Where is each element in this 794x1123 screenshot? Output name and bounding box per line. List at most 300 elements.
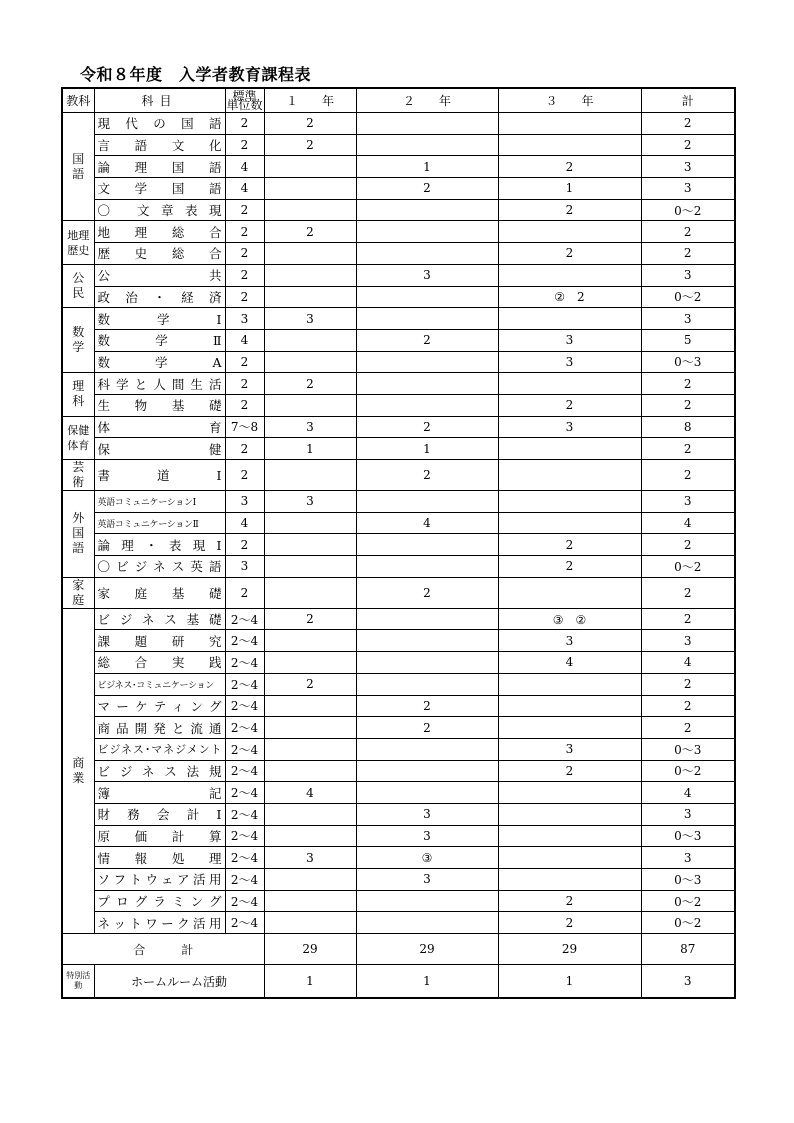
- units-cell: 3: [225, 491, 264, 513]
- total-label: 合 計: [62, 934, 264, 965]
- year3-cell: ② 2: [498, 286, 641, 308]
- total-cell: 0〜2: [641, 760, 735, 782]
- header-year3: ３ 年: [498, 88, 641, 113]
- subject-cell: 簿記: [94, 782, 225, 804]
- subject-cell: 原価計算: [94, 825, 225, 847]
- total-year1: 29: [264, 934, 356, 965]
- table-row: [62, 243, 735, 265]
- year3-cell: 4: [498, 652, 641, 674]
- table-row: [62, 890, 735, 912]
- year3-cell: 3: [498, 351, 641, 373]
- year3-cell: 3: [498, 738, 641, 760]
- year1-cell: [264, 199, 356, 221]
- year3-cell: [498, 782, 641, 804]
- year3-cell: [498, 134, 641, 156]
- units-cell: 4: [225, 329, 264, 351]
- category-label: 保健体育: [67, 423, 90, 452]
- year2-cell: 2: [356, 460, 498, 491]
- year1-cell: [264, 178, 356, 200]
- units-cell: 2: [225, 113, 264, 135]
- units-cell: 3: [225, 308, 264, 330]
- subject-cell: 数学A: [94, 351, 225, 373]
- year3-cell: [498, 803, 641, 825]
- subject-cell: 科学と人間生活: [94, 373, 225, 395]
- year2-cell: [356, 394, 498, 416]
- subject-cell: 課題研究: [94, 630, 225, 652]
- year2-cell: [356, 113, 498, 135]
- total-cell: 8: [641, 416, 735, 438]
- category-label: 商業: [72, 755, 85, 785]
- year2-cell: 2: [356, 695, 498, 717]
- year2-cell: [356, 221, 498, 243]
- table-row: [62, 156, 735, 178]
- table-row: [62, 394, 735, 416]
- table-row: [62, 113, 735, 135]
- year3-cell: [498, 264, 641, 286]
- subject-cell: 歴史総合: [94, 243, 225, 265]
- total-cell: 2: [641, 394, 735, 416]
- units-cell: 2: [225, 221, 264, 243]
- units-cell: 2〜4: [225, 630, 264, 652]
- subject-cell: 数学Ⅱ: [94, 329, 225, 351]
- units-cell: 2: [225, 264, 264, 286]
- table-row: [62, 869, 735, 891]
- year2-cell: ③: [356, 847, 498, 869]
- header-total: 計: [641, 88, 735, 113]
- subject-cell: ビジネス･マネジメント: [94, 738, 225, 760]
- header-year1: １ 年: [264, 88, 356, 113]
- year3-cell: [498, 113, 641, 135]
- total-cell: 2: [641, 673, 735, 695]
- year3-cell: [498, 847, 641, 869]
- year3-cell: [498, 460, 641, 491]
- subject-cell: 〇 文章表現: [94, 199, 225, 221]
- year1-cell: [264, 803, 356, 825]
- table-row: [62, 199, 735, 221]
- year1-cell: 4: [264, 782, 356, 804]
- subject-cell: プログラミング: [94, 890, 225, 912]
- units-cell: 2: [225, 373, 264, 395]
- year1-cell: [264, 738, 356, 760]
- year2-cell: [356, 608, 498, 630]
- table-row: [62, 491, 735, 513]
- category-cell: [62, 416, 94, 459]
- year3-cell: [498, 308, 641, 330]
- units-cell: 2〜4: [225, 652, 264, 674]
- total-cell: 2: [641, 221, 735, 243]
- table-row: [62, 534, 735, 556]
- units-cell: 2: [225, 534, 264, 556]
- homeroom-total: 3: [641, 965, 735, 999]
- category-label: 家庭: [72, 577, 85, 607]
- year3-cell: [498, 491, 641, 513]
- category-cell: [62, 491, 94, 578]
- year3-cell: 3: [498, 329, 641, 351]
- header-year2: ２ 年: [356, 88, 498, 113]
- special-category: 特別活動: [62, 965, 94, 999]
- category-cell: [62, 608, 94, 933]
- year1-cell: [264, 652, 356, 674]
- units-cell: 2〜4: [225, 912, 264, 934]
- total-cell: 2: [641, 695, 735, 717]
- total-cell: 3: [641, 264, 735, 286]
- special-activity-row: [62, 965, 735, 999]
- year2-cell: [356, 673, 498, 695]
- year2-cell: 3: [356, 803, 498, 825]
- year3-cell: [498, 577, 641, 608]
- table-row: [62, 673, 735, 695]
- total-cell: 3: [641, 803, 735, 825]
- subject-cell: 保健: [94, 438, 225, 460]
- year3-cell: [498, 869, 641, 891]
- year2-cell: 1: [356, 156, 498, 178]
- homeroom-label: ホームルーム活動: [94, 965, 264, 999]
- year3-cell: 3: [498, 416, 641, 438]
- year1-cell: [264, 630, 356, 652]
- units-cell: 2: [225, 286, 264, 308]
- units-cell: 3: [225, 556, 264, 578]
- total-cell: 0〜3: [641, 869, 735, 891]
- year2-cell: [356, 243, 498, 265]
- units-cell: 2〜4: [225, 803, 264, 825]
- homeroom-year1: 1: [264, 965, 356, 999]
- total-cell: 3: [641, 491, 735, 513]
- units-cell: 2〜4: [225, 673, 264, 695]
- subject-cell: 論理・表現Ⅰ: [94, 534, 225, 556]
- year2-cell: [356, 738, 498, 760]
- year3-cell: [498, 438, 641, 460]
- header-subject: 科目: [94, 88, 225, 113]
- units-cell: 2〜4: [225, 695, 264, 717]
- year1-cell: [264, 512, 356, 534]
- units-cell: 2: [225, 199, 264, 221]
- year1-cell: [264, 351, 356, 373]
- header-category: 教科: [62, 88, 94, 113]
- category-cell: [62, 373, 94, 416]
- total-cell: 4: [641, 652, 735, 674]
- year3-cell: 2: [498, 760, 641, 782]
- subject-cell: 財務会計Ⅰ: [94, 803, 225, 825]
- subject-cell: 総合実践: [94, 652, 225, 674]
- year1-cell: 2: [264, 113, 356, 135]
- subject-cell: 地理総合: [94, 221, 225, 243]
- units-cell: 2: [225, 438, 264, 460]
- year2-cell: 2: [356, 329, 498, 351]
- category-cell: [62, 308, 94, 373]
- subject-cell: 英語コミュニケーションⅠ: [94, 491, 225, 513]
- table-row: [62, 577, 735, 608]
- table-row: [62, 264, 735, 286]
- year2-cell: [356, 199, 498, 221]
- year1-cell: [264, 460, 356, 491]
- units-cell: 4: [225, 178, 264, 200]
- category-label: 地理歴史: [67, 228, 90, 257]
- subject-cell: マーケティング: [94, 695, 225, 717]
- table-row: [62, 286, 735, 308]
- total-cell: 3: [641, 308, 735, 330]
- total-cell: 0〜2: [641, 286, 735, 308]
- table-row: [62, 556, 735, 578]
- subject-cell: ネットワーク活用: [94, 912, 225, 934]
- units-cell: 2〜4: [225, 717, 264, 739]
- table-row: [62, 460, 735, 491]
- year3-cell: 2: [498, 156, 641, 178]
- year3-cell: 3: [498, 630, 641, 652]
- category-label: 理科: [72, 379, 85, 409]
- total-cell: 0〜3: [641, 738, 735, 760]
- category-label: 外国語: [72, 511, 85, 556]
- year3-cell: [498, 717, 641, 739]
- year3-cell: [498, 512, 641, 534]
- year1-cell: [264, 577, 356, 608]
- table-row: [62, 630, 735, 652]
- curriculum-body: [62, 88, 735, 998]
- table-row: [62, 760, 735, 782]
- total-cell: 4: [641, 782, 735, 804]
- year2-cell: 2: [356, 416, 498, 438]
- year1-cell: [264, 869, 356, 891]
- subject-cell: 体育: [94, 416, 225, 438]
- year2-cell: [356, 351, 498, 373]
- year1-cell: [264, 825, 356, 847]
- total-cell: 2: [641, 134, 735, 156]
- units-cell: 2〜4: [225, 825, 264, 847]
- year1-cell: [264, 394, 356, 416]
- total-cell: 2: [641, 577, 735, 608]
- year3-cell: [498, 221, 641, 243]
- table-row: [62, 373, 735, 395]
- table-row: [62, 308, 735, 330]
- year2-cell: [356, 491, 498, 513]
- total-cell: 4: [641, 512, 735, 534]
- subject-cell: 政治・経済: [94, 286, 225, 308]
- units-cell: 2〜4: [225, 782, 264, 804]
- homeroom-year2: 1: [356, 965, 498, 999]
- subject-cell: 英語コミュニケーションⅡ: [94, 512, 225, 534]
- subject-cell: 書道Ⅰ: [94, 460, 225, 491]
- year1-cell: 3: [264, 416, 356, 438]
- year1-cell: 2: [264, 221, 356, 243]
- category-label: 公民: [72, 271, 85, 300]
- subject-cell: 生物基礎: [94, 394, 225, 416]
- year3-cell: 2: [498, 556, 641, 578]
- table-row: [62, 803, 735, 825]
- year2-cell: 4: [356, 512, 498, 534]
- year3-cell: 2: [498, 243, 641, 265]
- subject-cell: 家庭基礎: [94, 577, 225, 608]
- subject-cell: 商品開発と流通: [94, 717, 225, 739]
- units-cell: 4: [225, 512, 264, 534]
- year1-cell: 2: [264, 608, 356, 630]
- year2-cell: [356, 782, 498, 804]
- units-cell: 2〜4: [225, 890, 264, 912]
- table-row: [62, 782, 735, 804]
- subject-cell: 言語文化: [94, 134, 225, 156]
- year1-cell: [264, 760, 356, 782]
- category-cell: [62, 264, 94, 307]
- units-cell: 7〜8: [225, 416, 264, 438]
- year1-cell: 3: [264, 847, 356, 869]
- total-cell: 3: [641, 847, 735, 869]
- table-row: [62, 416, 735, 438]
- units-cell: 2: [225, 134, 264, 156]
- year2-cell: [356, 912, 498, 934]
- subject-cell: ビジネス･コミュニケーション: [94, 673, 225, 695]
- subject-cell: 論理国語: [94, 156, 225, 178]
- subject-cell: 数学Ⅰ: [94, 308, 225, 330]
- subject-cell: 文学国語: [94, 178, 225, 200]
- year3-cell: 2: [498, 534, 641, 556]
- table-row: [62, 825, 735, 847]
- year1-cell: 2: [264, 134, 356, 156]
- total-cell: 0〜2: [641, 890, 735, 912]
- category-cell: [62, 221, 94, 264]
- year2-cell: 3: [356, 825, 498, 847]
- table-row: [62, 221, 735, 243]
- total-cell: 2: [641, 243, 735, 265]
- homeroom-year3: 1: [498, 965, 641, 999]
- year3-cell: 2: [498, 199, 641, 221]
- year2-cell: [356, 630, 498, 652]
- year3-cell: ③ ②: [498, 608, 641, 630]
- units-cell: 2: [225, 394, 264, 416]
- total-cell: 2: [641, 373, 735, 395]
- year1-cell: [264, 695, 356, 717]
- year1-cell: [264, 556, 356, 578]
- subject-cell: 〇ビジネス英語: [94, 556, 225, 578]
- table-row: [62, 695, 735, 717]
- units-cell: 2〜4: [225, 869, 264, 891]
- total-cell: 0〜2: [641, 199, 735, 221]
- total-year2: 29: [356, 934, 498, 965]
- category-cell: [62, 113, 94, 221]
- year2-cell: 2: [356, 178, 498, 200]
- subject-cell: 現代の国語: [94, 113, 225, 135]
- year3-cell: [498, 373, 641, 395]
- units-cell: 2: [225, 577, 264, 608]
- year2-cell: 2: [356, 577, 498, 608]
- table-row: [62, 351, 735, 373]
- year1-cell: [264, 264, 356, 286]
- subject-cell: 情報処理: [94, 847, 225, 869]
- year2-cell: [356, 134, 498, 156]
- total-cell: 0〜3: [641, 825, 735, 847]
- units-cell: 2〜4: [225, 738, 264, 760]
- year2-cell: [356, 286, 498, 308]
- curriculum-table: [61, 87, 736, 999]
- table-row: [62, 134, 735, 156]
- category-label: 芸術: [72, 460, 85, 489]
- year3-cell: 2: [498, 890, 641, 912]
- year2-cell: [356, 760, 498, 782]
- year1-cell: [264, 534, 356, 556]
- year3-cell: 2: [498, 912, 641, 934]
- units-cell: 2: [225, 460, 264, 491]
- year1-cell: [264, 912, 356, 934]
- table-row: [62, 717, 735, 739]
- year2-cell: [356, 556, 498, 578]
- total-cell: 0〜2: [641, 912, 735, 934]
- year3-cell: 2: [498, 394, 641, 416]
- total-cell: 3: [641, 630, 735, 652]
- year1-cell: 3: [264, 308, 356, 330]
- year2-cell: 3: [356, 264, 498, 286]
- category-cell: [62, 577, 94, 608]
- total-year3: 29: [498, 934, 641, 965]
- subject-cell: ビジネス基礎: [94, 608, 225, 630]
- units-cell: 2〜4: [225, 847, 264, 869]
- subject-cell: 公共: [94, 264, 225, 286]
- year2-cell: 2: [356, 717, 498, 739]
- table-row: [62, 178, 735, 200]
- year1-cell: [264, 329, 356, 351]
- year3-cell: 1: [498, 178, 641, 200]
- header-row: [62, 88, 735, 113]
- subject-cell: ソフトウェア活用: [94, 869, 225, 891]
- units-cell: 2〜4: [225, 608, 264, 630]
- table-row: [62, 329, 735, 351]
- year3-cell: [498, 695, 641, 717]
- header-units: 標準 単位数: [226, 88, 263, 112]
- category-label: 数学: [72, 325, 85, 355]
- total-sum: 87: [641, 934, 735, 965]
- total-cell: 2: [641, 113, 735, 135]
- year1-cell: [264, 717, 356, 739]
- total-cell: 2: [641, 460, 735, 491]
- total-cell: 2: [641, 438, 735, 460]
- year2-cell: [356, 534, 498, 556]
- units-cell: 2: [225, 243, 264, 265]
- year1-cell: 3: [264, 491, 356, 513]
- year3-cell: [498, 673, 641, 695]
- year3-cell: [498, 825, 641, 847]
- total-cell: 5: [641, 329, 735, 351]
- total-row: [62, 934, 735, 965]
- total-cell: 2: [641, 534, 735, 556]
- year2-cell: [356, 652, 498, 674]
- category-cell: [62, 460, 94, 491]
- units-cell: 2〜4: [225, 760, 264, 782]
- total-cell: 3: [641, 178, 735, 200]
- table-row: [62, 652, 735, 674]
- year2-cell: [356, 890, 498, 912]
- units-cell: 4: [225, 156, 264, 178]
- table-row: [62, 608, 735, 630]
- year2-cell: [356, 308, 498, 330]
- year1-cell: [264, 286, 356, 308]
- table-row: [62, 912, 735, 934]
- year1-cell: [264, 890, 356, 912]
- year1-cell: 2: [264, 673, 356, 695]
- year2-cell: 1: [356, 438, 498, 460]
- table-row: [62, 438, 735, 460]
- total-cell: 2: [641, 608, 735, 630]
- page-title: 令和８年度 入学者教育課程表: [80, 65, 312, 84]
- table-row: [62, 512, 735, 534]
- year2-cell: 3: [356, 869, 498, 891]
- table-row: [62, 847, 735, 869]
- year1-cell: 1: [264, 438, 356, 460]
- total-cell: 0〜3: [641, 351, 735, 373]
- total-cell: 3: [641, 156, 735, 178]
- year1-cell: [264, 156, 356, 178]
- year1-cell: 2: [264, 373, 356, 395]
- subject-cell: ビジネス法規: [94, 760, 225, 782]
- total-cell: 0〜2: [641, 556, 735, 578]
- year1-cell: [264, 243, 356, 265]
- category-label: 国語: [72, 151, 85, 181]
- year2-cell: [356, 373, 498, 395]
